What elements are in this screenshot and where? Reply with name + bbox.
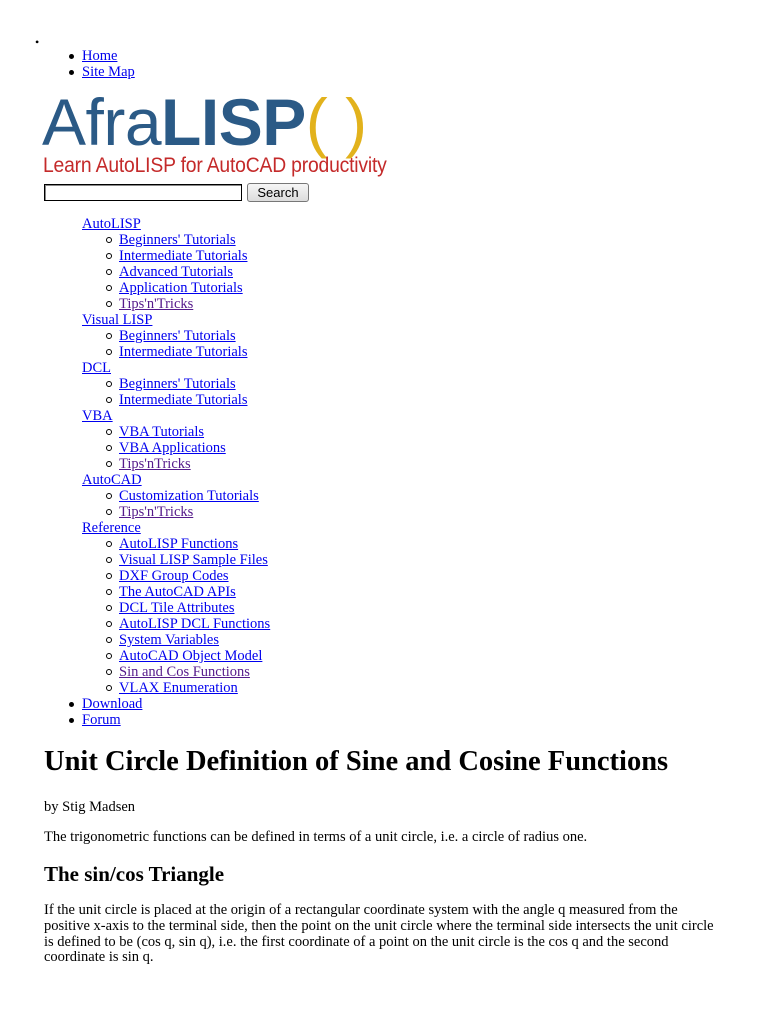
vba-tutorials-link[interactable]: VBA Tutorials — [119, 424, 205, 440]
autolisp-intermediate-link[interactable]: Intermediate Tutorials — [119, 248, 248, 264]
nav-subitem — [119, 568, 270, 584]
nav-section-download — [82, 696, 270, 712]
autolisp-advanced-link[interactable]: Advanced Tutorials — [119, 264, 233, 280]
article-byline: by Stig Madsen — [44, 799, 136, 815]
top-bullet: • — [35, 35, 40, 49]
nav-autolisp-submenu — [82, 232, 270, 312]
nav-section-autolisp — [82, 216, 270, 312]
autolisp-tips-link[interactable]: Tips'n'Tricks — [119, 296, 194, 312]
logo-tagline: Learn AutoLISP for AutoCAD productivity — [43, 154, 387, 177]
nav-reference-submenu — [82, 536, 270, 696]
nav-subitem — [119, 456, 270, 472]
autolisp-application-link[interactable]: Application Tutorials — [119, 280, 243, 296]
nav-dcl-link[interactable]: DCL — [82, 360, 111, 376]
dcl-beginners-link[interactable]: Beginners' Tutorials — [119, 376, 236, 392]
ref-dxf-group-codes-link[interactable]: DXF Group Codes — [119, 568, 229, 584]
logo-lisp: LISP — [161, 85, 306, 159]
nav-subitem — [119, 376, 270, 392]
home-link[interactable]: Home — [82, 48, 118, 64]
nav-subitem — [119, 424, 270, 440]
nav-subitem — [119, 616, 270, 632]
nav-subitem — [119, 264, 270, 280]
nav-subitem — [119, 552, 270, 568]
nav-visual-lisp-link[interactable]: Visual LISP — [82, 312, 153, 328]
nav-subitem — [119, 392, 270, 408]
nav-dcl-submenu — [82, 376, 270, 408]
nav-autocad-submenu — [82, 488, 270, 520]
section-heading: The sin/cos Triangle — [44, 862, 225, 886]
article-intro: The trigonometric functions can be defined in terms of a unit circle, i.e. a circle of radius one. — [44, 829, 588, 845]
nav-subitem — [119, 664, 270, 680]
nav-visual-lisp-submenu — [82, 328, 270, 360]
nav-subitem — [119, 504, 270, 520]
ref-object-model-link[interactable]: AutoCAD Object Model — [119, 648, 263, 664]
nav-subitem — [119, 536, 270, 552]
nav-subitem — [119, 248, 270, 264]
logo-afra: Afra — [42, 85, 162, 159]
autocad-customization-link[interactable]: Customization Tutorials — [119, 488, 259, 504]
site-map-link[interactable]: Site Map — [82, 64, 135, 80]
top-links — [82, 48, 135, 80]
nav-subitem — [119, 488, 270, 504]
nav-subitem — [119, 344, 270, 360]
nav-section-autocad — [82, 472, 270, 520]
ref-system-variables-link[interactable]: System Variables — [119, 632, 220, 648]
top-link-item — [82, 48, 135, 64]
nav-section-vba — [82, 408, 270, 472]
ref-sin-cos-link[interactable]: Sin and Cos Functions — [119, 664, 250, 680]
nav-subitem — [119, 296, 270, 312]
nav-subitem — [119, 328, 270, 344]
visual-lisp-beginners-link[interactable]: Beginners' Tutorials — [119, 328, 236, 344]
afralisp-logo[interactable] — [42, 85, 402, 182]
article-paragraph: If the unit circle is placed at the origin of a rectangular coordinate system with the angle q measured from the positive x-axis to the terminal side, then the point on the unit circle where the terminal side intersects the unit circle is defined to be (cos q, sin q), i.e. the first coordinate of a point on the unit circle is the cos q and the second coordinate is sin q. — [44, 902, 714, 966]
search-input[interactable] — [44, 184, 242, 201]
logo-parens: ( ) — [305, 85, 367, 159]
nav-reference-link[interactable]: Reference — [82, 520, 141, 536]
nav-vba-link[interactable]: VBA — [82, 408, 113, 424]
ref-vlax-enumeration-link[interactable]: VLAX Enumeration — [119, 680, 238, 696]
ref-autocad-apis-link[interactable]: The AutoCAD APIs — [119, 584, 236, 600]
ref-autolisp-functions-link[interactable]: AutoLISP Functions — [119, 536, 239, 552]
article — [44, 743, 724, 966]
nav-subitem — [119, 280, 270, 296]
ref-dcl-tile-attributes-link[interactable]: DCL Tile Attributes — [119, 600, 235, 616]
nav-section-dcl — [82, 360, 270, 408]
search-button[interactable]: Search — [247, 183, 309, 202]
nav-subitem — [119, 584, 270, 600]
nav-subitem — [119, 648, 270, 664]
nav-subitem — [119, 600, 270, 616]
nav-section-forum — [82, 712, 270, 728]
main-nav — [82, 216, 270, 728]
nav-subitem — [119, 232, 270, 248]
nav-autocad-link[interactable]: AutoCAD — [82, 472, 142, 488]
nav-download-link[interactable]: Download — [82, 696, 143, 712]
logo-wordmark — [42, 85, 367, 159]
nav-subitem — [119, 680, 270, 696]
ref-visual-lisp-samples-link[interactable]: Visual LISP Sample Files — [119, 552, 268, 568]
vba-applications-link[interactable]: VBA Applications — [119, 440, 226, 456]
nav-forum-link[interactable]: Forum — [82, 712, 121, 728]
nav-vba-submenu — [82, 424, 270, 472]
vba-tips-link[interactable]: Tips'nTricks — [119, 456, 191, 472]
ref-autolisp-dcl-functions-link[interactable]: AutoLISP DCL Functions — [119, 616, 271, 632]
nav-autolisp-link[interactable]: AutoLISP — [82, 216, 141, 232]
autolisp-beginners-link[interactable]: Beginners' Tutorials — [119, 232, 236, 248]
autocad-tips-link[interactable]: Tips'n'Tricks — [119, 504, 194, 520]
top-link-item — [82, 64, 135, 80]
visual-lisp-intermediate-link[interactable]: Intermediate Tutorials — [119, 344, 248, 360]
nav-section-visual-lisp — [82, 312, 270, 360]
nav-subitem — [119, 440, 270, 456]
dcl-intermediate-link[interactable]: Intermediate Tutorials — [119, 392, 248, 408]
page-title: Unit Circle Definition of Sine and Cosine Functions — [44, 746, 669, 777]
nav-section-reference — [82, 520, 270, 696]
nav-subitem — [119, 632, 270, 648]
